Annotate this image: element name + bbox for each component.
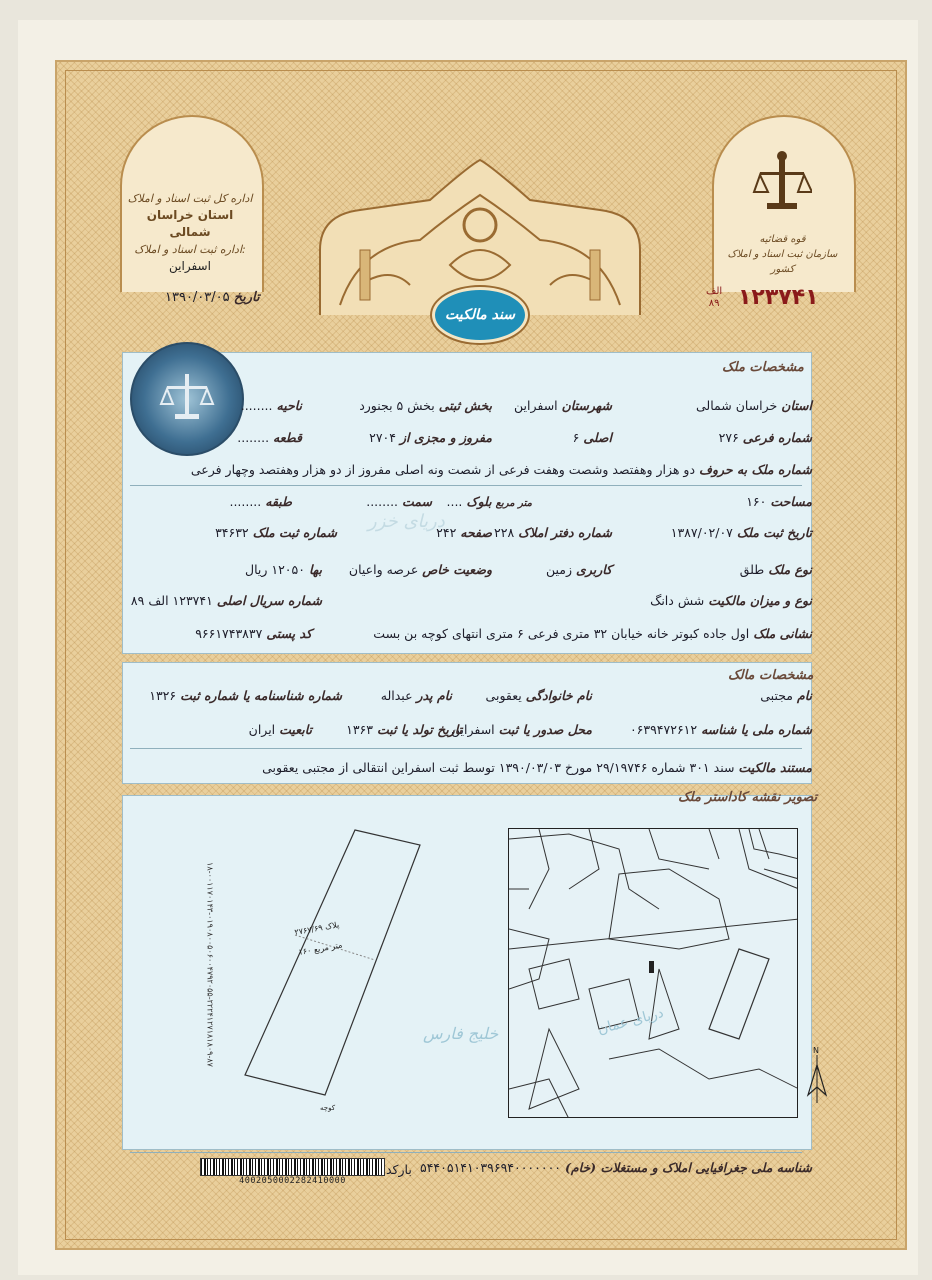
province-value: خراسان شمالی (696, 398, 778, 413)
first-name-label: نام (796, 688, 812, 703)
street-label: کوچه (320, 1104, 336, 1112)
page-label: صفحه (460, 525, 492, 540)
floor-field: طبقه ........ (229, 494, 292, 509)
right-office-line1: قوه قضائیه (759, 234, 806, 245)
sub-number-label: شماره فرعی (742, 430, 812, 445)
status-field (349, 562, 492, 577)
barcode-label: بارکد (386, 1162, 412, 1177)
deed-value: سند ۳۰۱ شماره ۲۹/۱۹۷۴۶ مورخ ۱۳۹۰/۰۳/۰۳ توسط ثبت اسفراین انتقالی از مجتبی یعقوبی (262, 760, 735, 775)
last-name-label: نام خانوادگی (525, 688, 592, 703)
serial-prefix-letters: الف (706, 286, 723, 297)
left-office-line2: استان خراسان شمالی (146, 208, 234, 239)
birth-date-label: تاریخ تولد یا ثبت (376, 722, 462, 737)
district-value: بخش ۵ بجنورد (359, 398, 435, 413)
parcel-plan (225, 825, 425, 1115)
separated-label: مفروز و مجزی از (399, 430, 492, 445)
north-label: N (813, 1046, 819, 1055)
postal-label: کد پستی (266, 626, 312, 641)
reg-number-value: ۳۴۶۳۲ (215, 525, 249, 540)
type-label: نوع ملک (768, 562, 812, 577)
number-words-field (191, 462, 812, 477)
hologram-seal (130, 342, 244, 456)
area-size-value: ۱۶۰ (746, 494, 767, 509)
area-label: ناحیه (276, 398, 302, 413)
number-words-value: دو هزار وهفتصد وشصت وهفت فرعی از شصت ونه اصلی مفروز از دو هزار وهفتصد وچهار فرعی (190, 462, 696, 477)
title-badge-text: سند مالکیت (445, 307, 515, 323)
nationality-field (249, 722, 312, 737)
price-value: ۱۲۰۵۰ ریال (244, 562, 305, 577)
address-value: اول جاده کبوتر خانه خیابان ۳۲ متری فرعی ۶ متری انتهای کوچه بن بست (373, 626, 750, 641)
ownership-value: شش دانگ (650, 593, 705, 608)
block-field: متر مربع بلوک .... (446, 494, 532, 509)
page-field (436, 525, 492, 540)
usage-field (546, 562, 612, 577)
north-arrow-icon (802, 1045, 832, 1105)
serial-number-value: ۱۲۳۷۴۱ (738, 285, 819, 310)
city-label: شهرستان (561, 398, 612, 413)
number-words-label: شماره ملک به حروف (699, 462, 812, 477)
price-field (245, 562, 322, 577)
usage-value: زمین (546, 562, 573, 577)
id-number-label: شماره شناسنامه یا شماره ثبت (180, 688, 342, 703)
property-section-title: مشخصات ملک (722, 360, 804, 375)
reg-date-value: ۱۳۸۷/۰۲/۰۷ (670, 525, 733, 540)
issue-place-value: اسفراین (451, 722, 495, 737)
status-value: عرصه واعیان (348, 562, 419, 577)
sub-number-field (719, 430, 812, 445)
left-office-line4: اسفراین (169, 259, 211, 273)
postal-value: ۹۶۶۱۷۴۳۸۳۷ (195, 626, 263, 641)
serial-field (131, 593, 322, 608)
main-number-label: اصلی (583, 430, 612, 445)
map-section-title: تصویر نقشه کاداستر ملک (678, 790, 818, 805)
area-field: ناحیه ........ (240, 398, 302, 413)
issue-place-label: محل صدور یا ثبت (498, 722, 592, 737)
plot-label-2: ۱۶۰ متر مربع (297, 940, 343, 957)
judiciary-emblem-icon (752, 150, 812, 220)
first-name-field (760, 688, 812, 703)
issue-date (165, 290, 260, 305)
issue-place-field (451, 722, 592, 737)
ownership-field (650, 593, 812, 608)
reg-date-label: تاریخ ثبت ملک (736, 525, 812, 540)
caspian-watermark: دریای خزر (368, 511, 445, 532)
serial-number (738, 285, 819, 310)
reg-date-field (671, 525, 812, 540)
geo-id-value: ۵۴۴۰۵۱۴۱۰۳۹۶۹۴۰۰۰۰۰۰۰ (420, 1160, 561, 1175)
divider-2 (130, 748, 802, 749)
id-number-field (149, 688, 342, 703)
sea-watermark: دریای عمان (595, 1004, 666, 1038)
divider-1 (130, 485, 802, 486)
geo-id-field (420, 1160, 812, 1175)
province-label: استان (781, 398, 812, 413)
serial-prefix-number: ۸۹ (708, 298, 720, 309)
main-number-value: ۶ (572, 430, 580, 445)
reg-number-label: شماره ثبت ملک (252, 525, 337, 540)
floor-label: طبقه (265, 494, 292, 509)
main-number-field (573, 430, 612, 445)
national-id-label: شماره ملی یا شناسه (701, 722, 812, 737)
gulf-watermark: خلیج فارس (423, 1024, 499, 1043)
national-id-value: ۰۶۳۹۴۷۲۶۱۲ (629, 722, 698, 737)
right-office-line2: سازمان ثبت اسناد و املاک کشور (727, 249, 838, 275)
nationality-value: ایران (248, 722, 276, 737)
price-label: بها (308, 562, 322, 577)
side-code: ۱۸-۰۰۱۱۷۰۱۴۳-۰۱۹۰۸۰۰۵۰۶۰۰۴۷۹۲۰۵۵-۲۲۲۴۱۲۷۱۸۱۸۰۹-۸۷ (205, 862, 215, 1067)
reg-number-field (215, 525, 337, 540)
birth-date-field (346, 722, 462, 737)
last-name-field (486, 688, 592, 703)
parcel-label: قطعه (273, 430, 302, 445)
plot-label-1: پلاک ۲۷۶۷/۶۹ (293, 920, 340, 937)
barcode-number: 4002050002282410000 (239, 1176, 346, 1186)
location-map-drawing (509, 829, 798, 1118)
father-field (381, 688, 452, 703)
separated-value: ۲۷۰۴ (369, 430, 396, 445)
nationality-label: تابعیت (279, 722, 312, 737)
page-value: ۲۴۲ (436, 525, 457, 540)
title-badge (432, 287, 528, 343)
issue-date-label: تاریخ (233, 290, 260, 305)
district-label: بخش ثبتی (438, 398, 492, 413)
barcode (200, 1158, 385, 1176)
first-name-value: مجتبی (760, 688, 793, 703)
left-office-block (125, 190, 255, 275)
geo-id-label: شناسه ملی جغرافیایی املاک و مستغلات (خام) (564, 1160, 812, 1175)
book-number-value: ۲۲۸ (494, 525, 515, 540)
province-field (696, 398, 812, 413)
city-value: اسفراین (514, 398, 558, 413)
separated-field (369, 430, 492, 445)
district-field (359, 398, 492, 413)
type-field (740, 562, 812, 577)
national-id-field (630, 722, 812, 737)
last-name-value: یعقوبی (485, 688, 522, 703)
divider-3 (130, 1152, 802, 1153)
area-size-field (746, 494, 812, 509)
deed-field (262, 760, 812, 775)
book-number-label: شماره دفتر املاک (518, 525, 612, 540)
father-value: عبداله (380, 688, 413, 703)
id-number-value: ۱۳۲۶ (149, 688, 177, 703)
unit-label: متر مربع (495, 498, 532, 509)
usage-label: کاربری (576, 562, 612, 577)
block-label: بلوک (466, 494, 492, 509)
city-field (514, 398, 612, 413)
deed-label: مستند مالکیت (738, 760, 812, 775)
type-value: طلق (739, 562, 765, 577)
serial-label: شماره سریال اصلی (216, 593, 322, 608)
side-field: سمت ........ (366, 494, 432, 509)
address-label: نشانی ملک (753, 626, 812, 641)
birth-date-value: ۱۳۶۳ (346, 722, 373, 737)
status-label: وضعیت خاص (422, 562, 492, 577)
owner-section-title: مشخصات مالک (728, 668, 814, 683)
area-size-label: مساحت (770, 494, 812, 509)
postal-field (195, 626, 312, 641)
hologram-scales-icon (157, 366, 217, 426)
book-number-field (494, 525, 612, 540)
left-office-line3: اداره ثبت اسناد و املاک: (134, 243, 246, 256)
serial-value: ۱۲۳۷۴۱ الف ۸۹ (130, 593, 213, 608)
issue-date-value: ۱۳۹۰/۰۳/۰۵ (165, 290, 230, 305)
side-label: سمت (402, 494, 432, 509)
address-field (373, 626, 812, 641)
right-office-block (715, 232, 850, 277)
father-label: نام پدر (416, 688, 452, 703)
sub-number-value: ۲۷۶ (718, 430, 739, 445)
ownership-label: نوع و میزان مالکیت (708, 593, 812, 608)
parcel-field: قطعه ........ (237, 430, 302, 445)
location-map (508, 828, 798, 1118)
serial-prefix (706, 286, 722, 310)
left-office-line1: اداره کل ثبت اسناد و املاک (127, 192, 253, 205)
